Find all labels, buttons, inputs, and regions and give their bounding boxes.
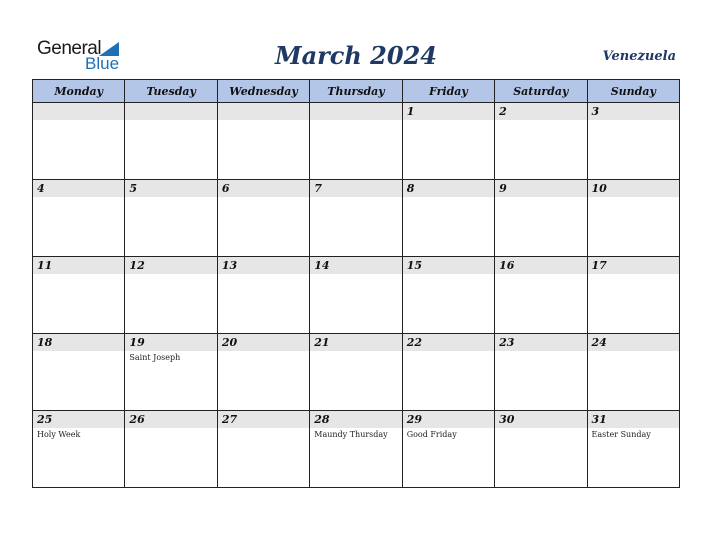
day-number-bar: [125, 411, 216, 428]
day-number: 20: [221, 336, 238, 349]
day-number: 16: [499, 259, 515, 272]
week-row: [33, 334, 680, 411]
weekday-header: Tuesday: [125, 80, 217, 103]
day-number-bar: [125, 334, 216, 351]
day-number-bar: [125, 257, 216, 274]
day-number-bar: [33, 103, 124, 120]
day-number-bar: [588, 103, 679, 120]
day-cell: [217, 334, 309, 411]
day-number: 1: [406, 105, 415, 118]
day-cell: [125, 257, 217, 334]
day-cell: [587, 411, 679, 488]
day-number-bar: [495, 103, 586, 120]
day-number-bar: [310, 334, 401, 351]
day-number-bar: [588, 180, 679, 197]
day-number: 30: [499, 413, 515, 426]
day-cell: [33, 334, 125, 411]
day-number: 27: [221, 413, 238, 426]
day-number: 18: [37, 336, 53, 349]
day-cell: [402, 103, 494, 180]
day-cell: [402, 334, 494, 411]
day-cell: [125, 411, 217, 488]
day-cell: [33, 103, 125, 180]
day-number: 9: [499, 182, 507, 195]
day-cell: [495, 257, 587, 334]
day-number: 3: [591, 105, 600, 118]
day-number: 25: [37, 413, 53, 426]
day-number-bar: [403, 411, 494, 428]
day-number-bar: [218, 411, 309, 428]
day-number-bar: [495, 180, 586, 197]
day-number-bar: [403, 334, 494, 351]
day-cell: [495, 180, 587, 257]
day-number-bar: [125, 103, 216, 120]
day-number-bar: [218, 103, 309, 120]
day-number: 10: [591, 182, 607, 195]
day-number: 4: [37, 182, 45, 195]
day-number-bar: [310, 257, 401, 274]
day-cell: [495, 411, 587, 488]
day-number: 28: [314, 413, 330, 426]
day-cell: [310, 411, 402, 488]
day-number-bar: [495, 257, 586, 274]
day-number-bar: [218, 180, 309, 197]
weekday-header-row: [33, 80, 680, 103]
day-number: 31: [591, 413, 607, 426]
day-number-bar: [495, 334, 586, 351]
day-number: 23: [499, 336, 515, 349]
day-number-bar: [218, 257, 309, 274]
day-number-bar: [310, 103, 401, 120]
day-cell: [402, 411, 494, 488]
weekday-header: Thursday: [310, 80, 402, 103]
day-cell: [310, 334, 402, 411]
weekday-header: Wednesday: [217, 80, 309, 103]
day-cell: [402, 180, 494, 257]
day-cell: [33, 411, 125, 488]
day-cell: [402, 257, 494, 334]
day-cell: [125, 334, 217, 411]
day-number: 26: [129, 413, 145, 426]
day-cell: [310, 103, 402, 180]
day-number-bar: [588, 411, 679, 428]
day-number: 17: [591, 259, 607, 272]
calendar-title: March 2024: [275, 41, 437, 70]
day-cell: [587, 103, 679, 180]
day-number-bar: [33, 180, 124, 197]
day-cell: [310, 180, 402, 257]
holiday-label: Saint Joseph: [129, 353, 181, 362]
weekday-header: Saturday: [495, 80, 587, 103]
day-number-bar: [33, 334, 124, 351]
day-number: 6: [221, 182, 230, 195]
day-number-bar: [588, 257, 679, 274]
day-number-bar: [403, 103, 494, 120]
logo-text-blue: Blue: [85, 54, 120, 73]
day-number: 5: [129, 182, 138, 195]
day-number-bar: [403, 257, 494, 274]
holiday-label: Holy Week: [37, 430, 81, 439]
day-number: 19: [129, 336, 145, 349]
week-row: [33, 180, 680, 257]
week-row: [33, 257, 680, 334]
day-number: 29: [406, 413, 422, 426]
holiday-label: Maundy Thursday: [314, 430, 388, 439]
country-label: Venezuela: [602, 49, 676, 64]
day-cell: [33, 257, 125, 334]
week-row: [33, 103, 680, 180]
day-cell: [217, 103, 309, 180]
holiday-label: Good Friday: [406, 430, 457, 439]
day-number-bar: [403, 180, 494, 197]
day-number: 7: [314, 182, 322, 195]
week-row: [33, 411, 680, 488]
day-number-bar: [310, 411, 401, 428]
day-number-bar: [588, 334, 679, 351]
day-number: 8: [406, 182, 415, 195]
day-number: 15: [406, 259, 422, 272]
day-number-bar: [218, 334, 309, 351]
day-cell: [125, 103, 217, 180]
day-number-bar: [33, 411, 124, 428]
day-cell: [217, 411, 309, 488]
day-number: 24: [591, 336, 607, 349]
day-number: 12: [129, 259, 145, 272]
day-number: 2: [499, 105, 507, 118]
day-number-bar: [33, 257, 124, 274]
day-cell: [217, 180, 309, 257]
day-number: 21: [314, 336, 330, 349]
day-cell: [125, 180, 217, 257]
day-number-bar: [310, 180, 401, 197]
weekday-header: Friday: [402, 80, 494, 103]
weekday-header: Monday: [33, 80, 125, 103]
calendar-grid: [32, 79, 680, 488]
day-number-bar: [495, 411, 586, 428]
weekday-header: Sunday: [587, 80, 679, 103]
day-number: 22: [406, 336, 422, 349]
day-number: 14: [314, 259, 330, 272]
day-cell: [495, 334, 587, 411]
day-cell: [587, 334, 679, 411]
day-cell: [217, 257, 309, 334]
day-number: 11: [37, 259, 53, 272]
holiday-label: Easter Sunday: [591, 430, 651, 439]
logo-text-general: General: [37, 38, 102, 59]
day-cell: [310, 257, 402, 334]
day-number: 13: [221, 259, 238, 272]
day-cell: [495, 103, 587, 180]
day-cell: [33, 180, 125, 257]
day-number-bar: [125, 180, 216, 197]
day-cell: [587, 257, 679, 334]
day-cell: [587, 180, 679, 257]
